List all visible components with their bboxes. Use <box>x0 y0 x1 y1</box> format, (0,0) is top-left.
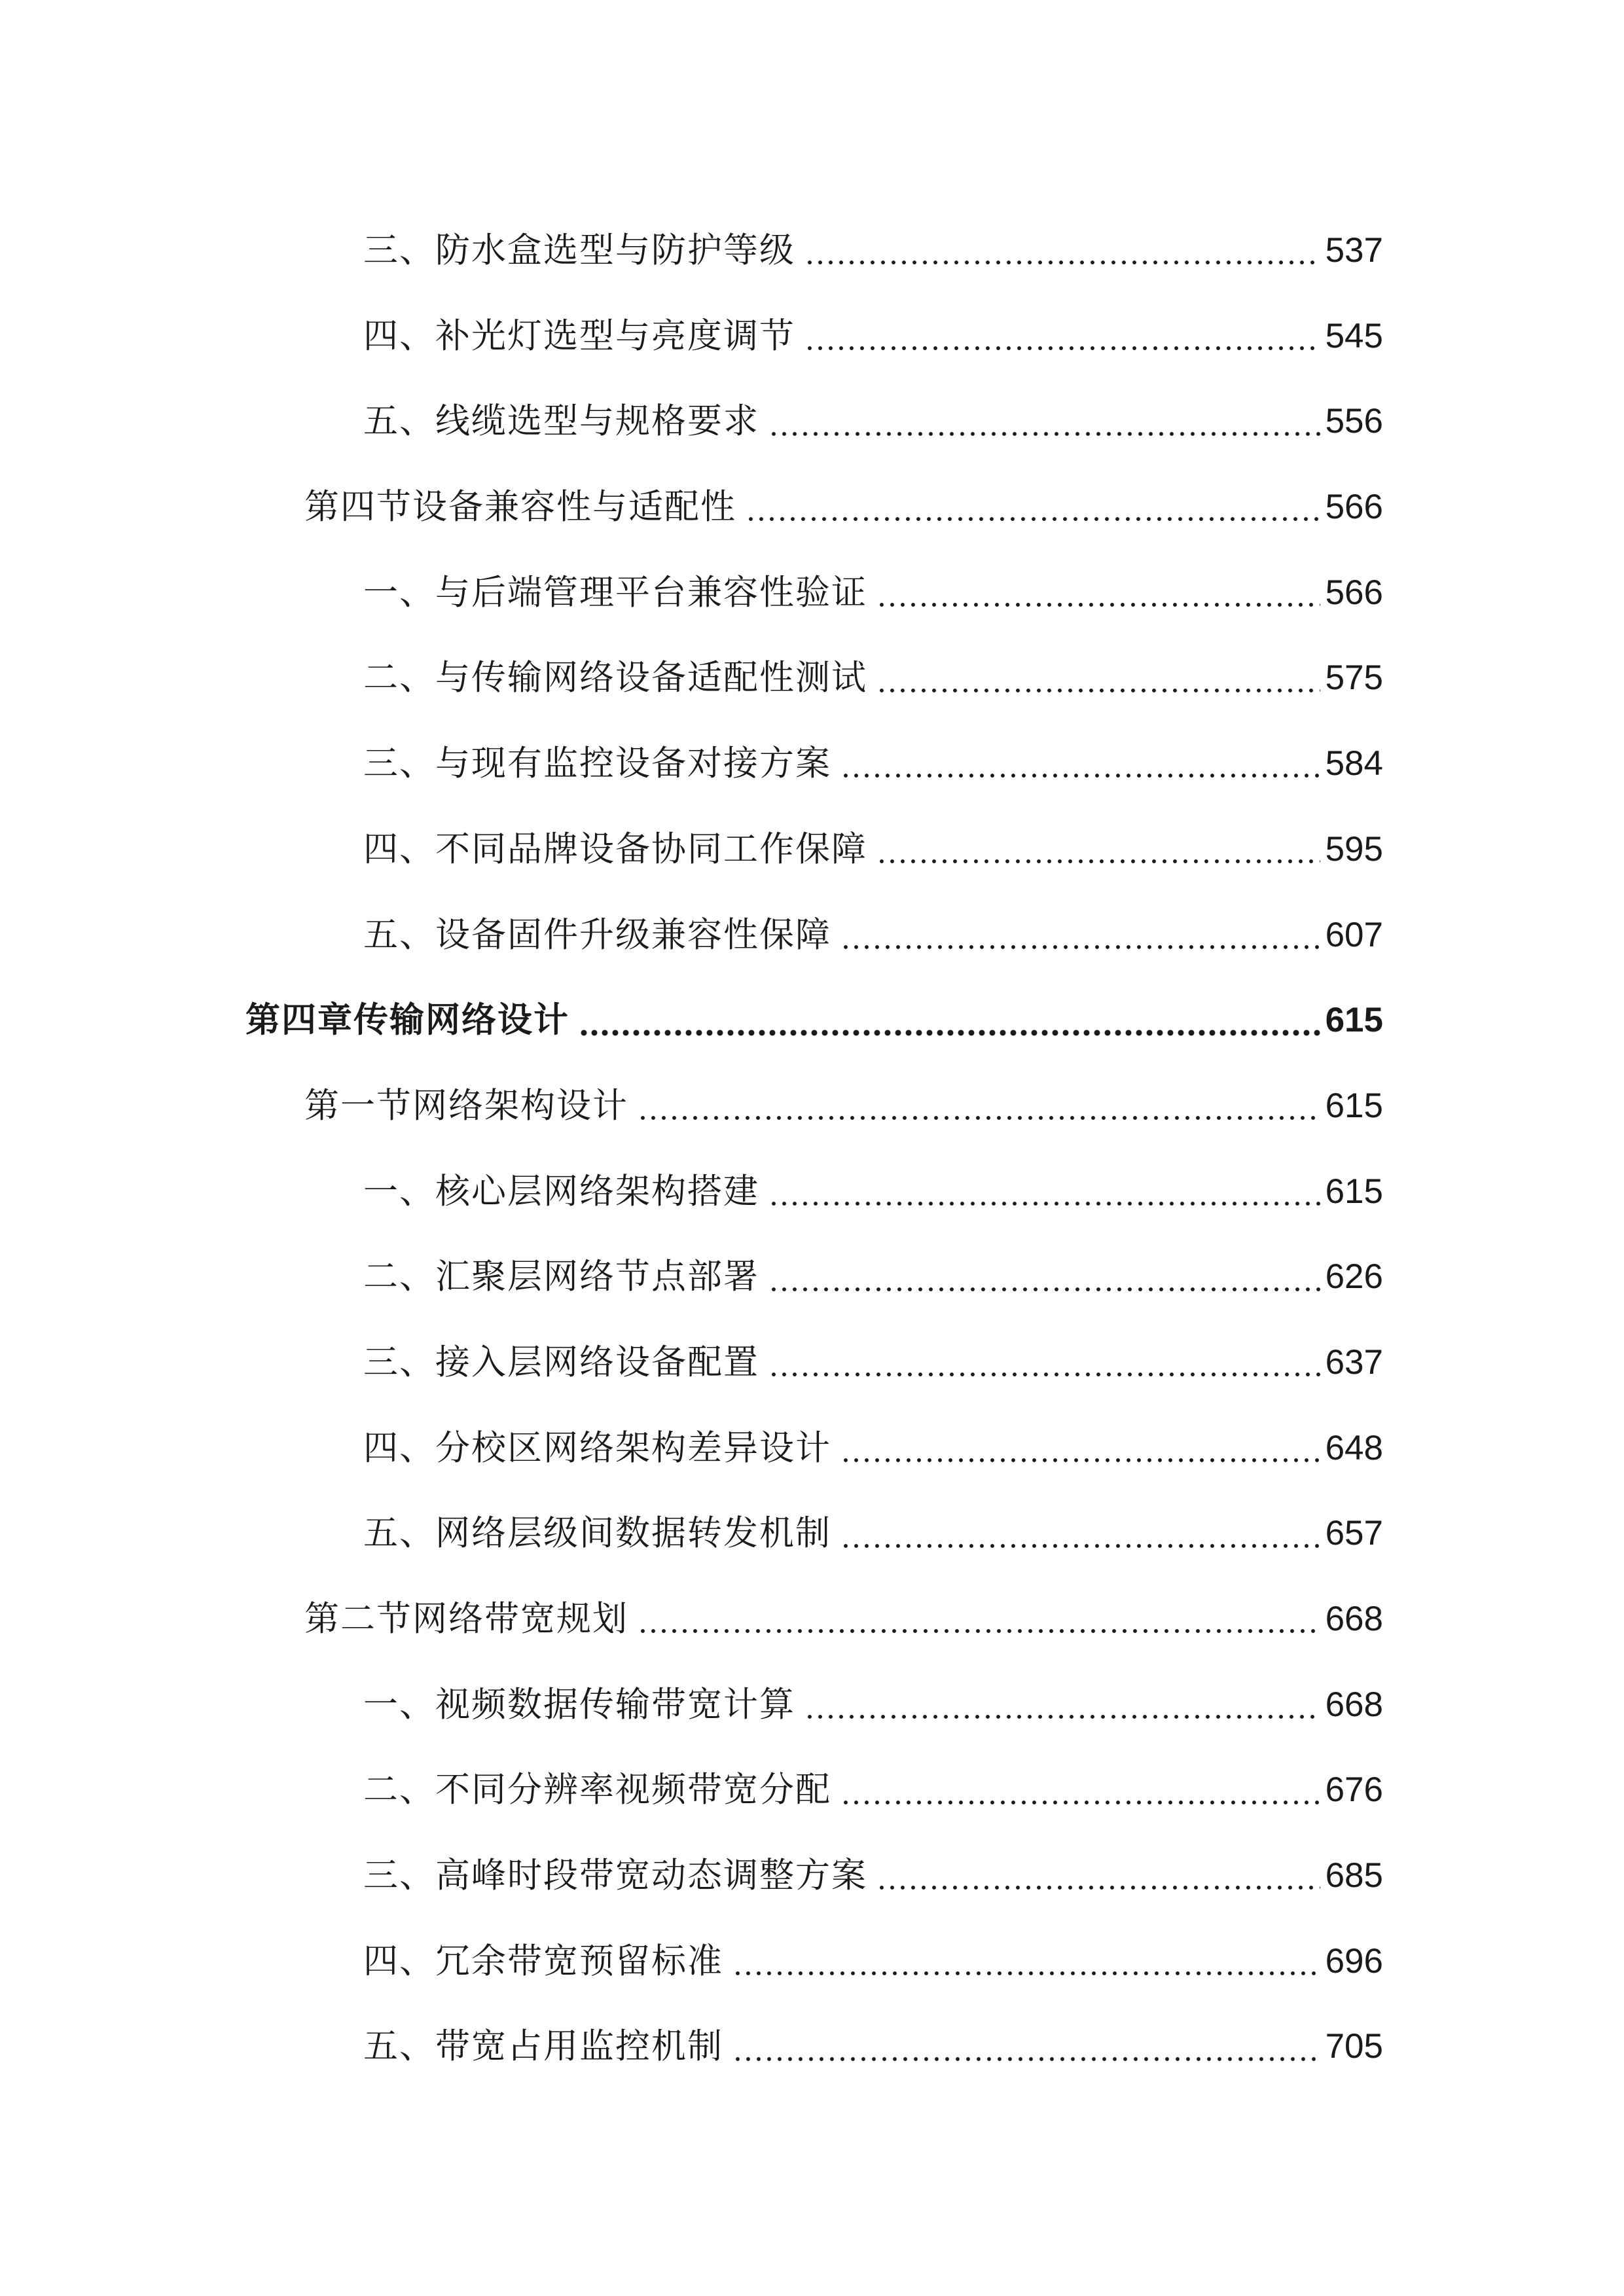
toc-entry-title: 三、接入层网络设备配置 <box>363 1342 759 1382</box>
toc-entry-title: 一、核心层网络架构搭建 <box>363 1171 759 1211</box>
toc-entry-page-number: 607 <box>1325 915 1383 954</box>
toc-entry-title: 一、与后端管理平台兼容性验证 <box>363 572 867 613</box>
toc-entry-title: 第一节网络架构设计 <box>304 1085 628 1126</box>
dot-leader <box>804 1713 1320 1720</box>
dot-leader <box>840 1457 1320 1463</box>
toc-entry-item[interactable] <box>0 550 1624 636</box>
toc-entry-page-number: 595 <box>1325 829 1383 869</box>
toc-entry-item[interactable] <box>0 636 1624 721</box>
toc-entry-page-number: 537 <box>1325 231 1383 270</box>
dot-leader <box>840 1799 1320 1806</box>
toc-entry-page-number: 626 <box>1325 1257 1383 1297</box>
toc-entry-page-number: 696 <box>1325 1941 1383 1981</box>
toc-entry-page-number: 556 <box>1325 402 1383 441</box>
toc-entry-title: 三、防水盒选型与防护等级 <box>363 230 795 270</box>
dot-leader <box>768 1200 1320 1207</box>
dot-leader <box>732 2056 1320 2062</box>
toc-entry-page-number: 676 <box>1325 1770 1383 1810</box>
toc-entry-item[interactable] <box>0 1491 1624 1577</box>
toc-entry-item[interactable] <box>0 1662 1624 1748</box>
toc-entry-page-number: 566 <box>1325 573 1383 612</box>
toc-entry-item[interactable] <box>0 1833 1624 1919</box>
dot-leader <box>840 1543 1320 1549</box>
toc-entry-section[interactable] <box>0 1577 1624 1662</box>
toc-entry-title: 五、带宽占用监控机制 <box>363 2026 723 2067</box>
toc-entry-item[interactable] <box>0 1234 1624 1320</box>
toc-entry-page-number: 615 <box>1325 1001 1383 1040</box>
toc-entry-page-number: 668 <box>1325 1685 1383 1724</box>
toc-entry-item[interactable] <box>0 1919 1624 2005</box>
toc-entry-title: 一、视频数据传输带宽计算 <box>363 1684 795 1725</box>
dot-leader <box>804 345 1320 351</box>
toc-entry-page-number: 545 <box>1325 316 1383 355</box>
toc-entry-page-number: 575 <box>1325 658 1383 698</box>
dot-leader <box>876 687 1320 694</box>
toc-entry-title: 第二节网络带宽规划 <box>304 1599 628 1639</box>
toc-entry-page-number: 648 <box>1325 1428 1383 1467</box>
toc-entry-title: 第四节设备兼容性与适配性 <box>304 487 736 528</box>
toc-entry-page-number: 685 <box>1325 1856 1383 1895</box>
dot-leader <box>638 1115 1320 1121</box>
dot-leader <box>768 431 1320 437</box>
dot-leader <box>768 1286 1320 1293</box>
dot-leader <box>876 601 1320 608</box>
toc-entry-page-number: 657 <box>1325 1514 1383 1553</box>
toc-entry-item[interactable] <box>0 1149 1624 1235</box>
dot-leader <box>876 1884 1320 1891</box>
toc-entry-title: 四、冗余带宽预留标准 <box>363 1941 723 1981</box>
toc-entry-page-number: 668 <box>1325 1600 1383 1638</box>
dot-leader <box>579 1030 1320 1036</box>
toc-entry-item[interactable] <box>0 2004 1624 2090</box>
toc-entry-item[interactable] <box>0 807 1624 893</box>
dot-leader <box>638 1628 1320 1634</box>
dot-leader <box>876 858 1320 865</box>
toc-entry-page-number: 584 <box>1325 744 1383 783</box>
toc-entry-item[interactable] <box>0 208 1624 294</box>
toc-entry-title: 三、高峰时段带宽动态调整方案 <box>363 1856 867 1896</box>
dot-leader <box>804 259 1320 266</box>
toc-entry-page-number: 566 <box>1325 488 1383 527</box>
toc-entry-page-number: 637 <box>1325 1342 1383 1382</box>
dot-leader <box>840 772 1320 779</box>
toc-entry-item[interactable] <box>0 1320 1624 1406</box>
toc-entry-page-number: 705 <box>1325 2027 1383 2066</box>
dot-leader <box>732 1970 1320 1977</box>
toc-entry-title: 二、与传输网络设备适配性测试 <box>363 658 867 698</box>
toc-entry-item[interactable] <box>0 893 1624 978</box>
toc-entry-page-number: 615 <box>1325 1172 1383 1211</box>
toc-entry-item[interactable] <box>0 294 1624 380</box>
dot-leader <box>768 1371 1320 1378</box>
toc-entry-title: 四、不同品牌设备协同工作保障 <box>363 829 867 869</box>
toc-entry-title: 四、分校区网络架构差异设计 <box>363 1427 831 1468</box>
table-of-contents <box>0 208 1624 2090</box>
toc-entry-title: 三、与现有监控设备对接方案 <box>363 744 831 784</box>
toc-entry-section[interactable] <box>0 465 1624 550</box>
toc-entry-title: 二、汇聚层网络节点部署 <box>363 1257 759 1297</box>
toc-entry-title: 五、设备固件升级兼容性保障 <box>363 914 831 955</box>
toc-entry-section[interactable] <box>0 1064 1624 1149</box>
toc-entry-title: 五、线缆选型与规格要求 <box>363 401 759 442</box>
toc-entry-title: 二、不同分辨率视频带宽分配 <box>363 1770 831 1810</box>
toc-entry-item[interactable] <box>0 379 1624 465</box>
toc-entry-chapter[interactable] <box>0 978 1624 1064</box>
toc-entry-title: 第四章传输网络设计 <box>245 1000 569 1041</box>
toc-entry-item[interactable] <box>0 1406 1624 1492</box>
dot-leader <box>840 944 1320 950</box>
dot-leader <box>746 516 1320 522</box>
toc-entry-title: 四、补光灯选型与亮度调节 <box>363 315 795 356</box>
toc-entry-title: 五、网络层级间数据转发机制 <box>363 1513 831 1554</box>
toc-entry-item[interactable] <box>0 721 1624 807</box>
toc-entry-page-number: 615 <box>1325 1086 1383 1125</box>
toc-entry-item[interactable] <box>0 1748 1624 1833</box>
